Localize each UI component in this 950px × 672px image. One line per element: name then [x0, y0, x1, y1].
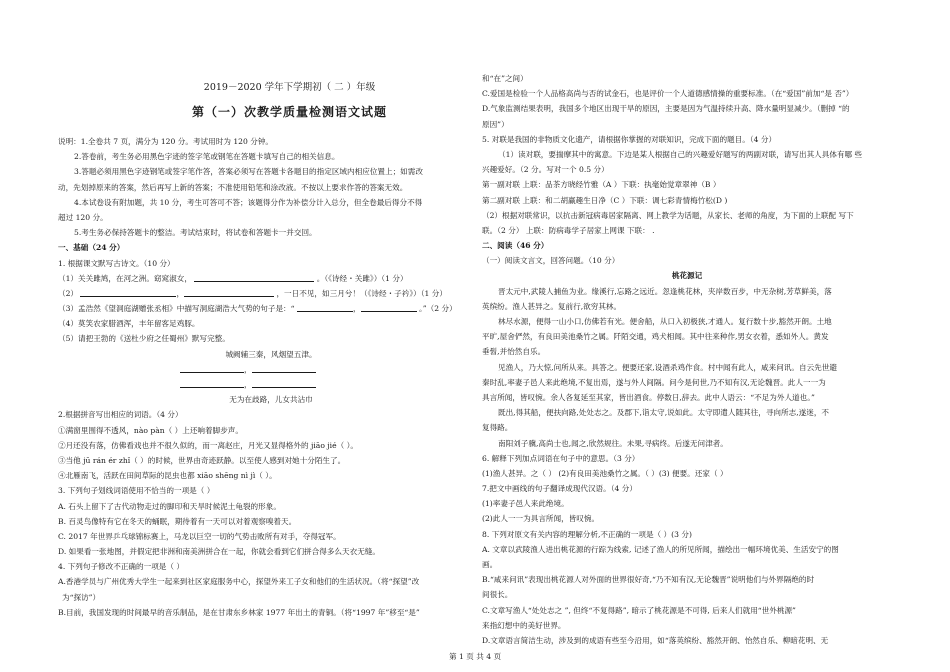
section1-heading: 一、基础（24 分）: [58, 243, 125, 253]
q5-intro: 5. 对联是我国的非物质文化遗产，请根据你掌握的对联知识，完成下面的题目。（4 分）: [482, 134, 777, 144]
passage-line: 平旷,屋舍俨然，有良田美池桑竹之属。阡陌交通，鸡犬相闻。其中往来种作,男女衣着，悉如外人。黄发: [482, 332, 829, 342]
passage-line: 垂髫,并怡然自乐。: [482, 347, 546, 357]
instruction-line: 4.本试卷设有附加题，共 10 分，考生可答可不答；该题得分作为补偿分计入总分，但全卷最后得分不得: [74, 197, 423, 207]
q1-item-4: [58, 316, 476, 331]
instructions: [58, 134, 476, 240]
q8-option: C.文章写渔人“处处志之 ”, 但终“不复得路”, 暗示了桃花源是不可得, 后来人们就用“世外桃源”: [482, 605, 796, 615]
right-column: [482, 0, 892, 650]
section2-heading: 二、阅读（46 分）: [482, 241, 549, 251]
page-number: 第 1 页 共 4 页: [448, 652, 502, 661]
left-column: [58, 0, 476, 650]
passage-line: 复得路。: [482, 423, 513, 433]
poem-line-1: 城阙辅三秦，风烟望五津。: [225, 349, 317, 359]
instruction-line: 说明：1.全卷共 7 页，满分为 120 分。考试用时为 120 分钟。: [58, 137, 274, 146]
poem-blank-row: ，: [58, 377, 476, 392]
answer-blank: [194, 272, 314, 282]
exam-title-line2: 第（一）次教学质量检测语文试题: [191, 105, 387, 119]
q4-option: B.目前，我国发现的时间最早的音乐制品，是在甘肃东乡林家 1977 年出土的青铜。（将“1997 年”移至“是”: [58, 607, 420, 617]
q8-option: B.“咸来问讯”表现出桃花源人对外面的世界很好奇,“乃不知有汉,无论魏晋”说明他们与外界隔绝的时: [482, 575, 815, 585]
q8-option: D.文章语言简洁生动，涉及到的成语有些至今沿用，如“落英缤纷、豁然开朗、怡然自乐、柳暗花明、无: [482, 635, 829, 645]
q1-item-5: （5）请把王勃的《送杜少府之任蜀州》默写完整。: [58, 334, 230, 344]
q1-item-3: （3）孟浩然《望洞庭湖赠张丞相》中描写洞庭湖浩大气势的句子是：“ ， 。”（2 分）: [58, 304, 457, 314]
instruction-line: 5.考生务必保持答题卡的整洁。考试结束时，将试卷和答题卡一并交回。: [74, 228, 317, 238]
answer-blank: [180, 363, 244, 373]
poem-blank-row: ，: [58, 362, 476, 377]
answer-blank: [180, 378, 244, 388]
answer-blank: [361, 302, 417, 312]
q3-option: B. 百灵鸟像特有它在冬天的蛹眠，期待着有一天可以对着观察嗅着天。: [58, 516, 297, 526]
q3-option: D. 如果看一张地图，并假定把非洲和南美洲拼合在一起，你就会看到它们拼合得多么天衣无缝。: [58, 547, 380, 557]
q3-intro: 3. 下列句子划线词语使用不恰当的一项是（ ）: [58, 486, 215, 496]
q1-item-2: （2） ， ，一日不见，如三月兮！（《诗经・子衿》）（1 分）: [58, 288, 447, 298]
answer-blank: [297, 302, 353, 312]
answer-blank: [252, 378, 316, 388]
q2-item: ①满窗里围得不透风，nào pàn（ ）上还响着脚步声。: [58, 425, 243, 435]
q1-item-2-label: （2）: [58, 288, 79, 298]
q1-item-1: [58, 271, 476, 286]
passage-line: 既出,得其船，便扶向路,处处志之。及郡下,诣太守,说如此。太守即遣人随其往，寻向所志,遂迷，不: [498, 408, 830, 418]
q8-intro: 8. 下列对原文有关内容的理解分析,不正确的一项是（ ）(3 分): [482, 529, 692, 539]
q1-intro: 1. 根据课文默写古诗文。（10 分）: [58, 258, 175, 268]
q5-line: （2）根据对联常识，以抗击新冠病毒居家隔离、网上教学为话题，从家长、老师的角度，为下面的上联配 写下: [482, 210, 854, 220]
q5-line: 兴趣爱好。（2 分。写对一个 0.5 分）: [482, 165, 609, 175]
q1-item-2-mid: ，一日不见，如三月兮！（《诗经・子衿》）（1 分）: [276, 288, 447, 298]
q8-option: 画。: [482, 560, 498, 569]
q3-option: C. 2017 年世界乒乓球锦标赛上，马龙以巨空一切的气势击败所有对手，夺得冠军。: [58, 531, 341, 541]
q8-option: 来指幻想中的美好世界。: [482, 620, 566, 630]
passage: [482, 284, 892, 451]
q2-item: ③当他 jū rán ér zhǐ（ ）的时候，世界由奇迹跃静。以至使人感到对她十分陌生了。: [58, 455, 346, 465]
instruction-line: 超过 120 分。: [58, 212, 108, 222]
q4-option: D.气象监测结果表明，我国多个地区出现干旱的原因，主要是因为气温持续升高、降水量明显减少。（删掉 “的: [482, 104, 850, 114]
q4-option: C.爱国是检验一个人品格高尚与否的试金石，也是评价一个人道德感情操的重要标准。（在“爱国”前加“是 否”）: [482, 89, 854, 99]
q4-cont: 原因”）: [482, 119, 509, 129]
answer-blank: [184, 287, 274, 297]
q7-intro: 7.把文中画线的句子翻译成现代汉语。（4 分）: [482, 484, 637, 494]
q1-item-3-end: 。”（2 分）: [418, 304, 457, 314]
q2-item: ②月还没有落，仿佛看戏也并不很久似的，而一离赵庄，月光又显得格外的 jiāo jié（ ）。: [58, 440, 358, 450]
poem-line-last: 无为在歧路，儿女共沾巾: [229, 395, 313, 405]
passage-line: 林尽水源，便得一山小口,仿佛若有光。便舍船，从口入初极狭,才通人。复行数十步,豁然开朗。土地: [498, 317, 832, 326]
q4-option: A.香港学员与广州优秀大学生一起来到社区家庭服务中心，探望外来工子女和他们的生活状况。（将“探望”改: [58, 577, 420, 587]
q4-cont: 和“在”之间）: [482, 74, 528, 83]
passage-line: 秦时乱,率妻子邑人来此绝境,不复出焉，遂与外人间隔。问今是何世,乃不知有汉,无论魏晋。此人一一为: [482, 377, 826, 387]
part1-heading: （一）阅读文言文，回答问题。（10 分）: [482, 256, 620, 266]
q2-intro: 2.根据拼音写出相应的词语。（4 分）: [58, 410, 183, 420]
q1-item-3-text: （3）孟浩然《望洞庭湖赠张丞相》中描写洞庭湖浩大气势的句子是：“: [58, 304, 295, 314]
instruction-line: 2.答卷前，考生务必用黑色字迹的签字笔或钢笔在答题卡填写自己的相关信息。: [74, 152, 340, 162]
couplet-2: 第二副对联 上联：和二胡赢趣生日净（C ）下联：调七彩青情梅竹松(D ): [482, 195, 728, 205]
q2-item: ④北雁南飞，活跃在田间草际的昆虫也都 xiāo shēng nì jì（ ）。: [58, 471, 277, 481]
q1-item-1-source: 。（《诗经・关雎》）（1 分）: [316, 273, 408, 283]
q4-option: 为“探访”）: [62, 592, 101, 602]
passage-line: 英缤纷。渔人甚异之。复前行,欲穷其林。: [482, 301, 622, 311]
q7-item: (1)率妻子邑人来此绝境。: [482, 499, 569, 509]
passage-line: 见渔人，乃大惊,问所从来。具答之。便要还家,设酒杀鸡作食。村中闻有此人，咸来问讯。自云先世避: [498, 362, 837, 372]
q7-item: (2)此人一一为具言所闻，皆叹惋。: [482, 514, 600, 524]
passage-title: 桃花源记: [671, 271, 703, 281]
q5-line: 联。（2 分） 上联：防病毒学子居家上网课 下联： .: [482, 225, 655, 235]
passage-line: 南阳刘子骥,高尚士也,闻之,欣然规往。未果,寻病终。后遂无问津者。: [498, 438, 728, 448]
q6-items: (1)渔人甚异。之（ ） (2)有良田美池桑竹之属。（ ）(3) 便要。还家（ ）: [482, 468, 728, 478]
exam-title-line1: 2019－2020 学年下学期初（ 二 ）年级: [203, 82, 376, 93]
q8-option: [482, 648, 892, 650]
instruction-line: 3.答题必须用黑色字迹钢笔或签字笔作答，答案必须写在答题卡各题目的指定区域内相应位置上；如需改: [74, 167, 423, 177]
q3-option: A. 石头上留下了古代动物走过的脚印和天旱时候泥土龟裂的形象。: [58, 501, 281, 511]
passage-line: 具言所闻，皆叹惋。余人各复延至其家，皆出酒食。停数日,辞去。此中人语云：“不足为外人道也。”: [482, 392, 815, 402]
q6-intro: 6. 解释下列加点词语在句子中的意思。（3 分）: [482, 453, 640, 463]
q8-option: 间很长。: [482, 590, 513, 600]
q4-intro: 4. 下列句子修改不正确的一项是（ ）: [58, 562, 184, 572]
q8-option: A. 文章以武陵渔人进出桃花源的行踪为线索, 记述了渔人的所见所闻，描绘出一幅环境优美、生活安宁的图: [482, 544, 839, 554]
answer-blank: [80, 287, 176, 297]
q5-line: （1）读对联，要揣摩其中的寓意。下边是某人根据自己的兴趣爱好题写的两副对联，请写出其人具体有哪 些: [498, 149, 863, 159]
couplet-1: 第一副对联 上联：品茶方晓经竹雅（A ）下联：执毫始觉章翠神（B ）: [482, 180, 721, 190]
answer-blank: [252, 363, 316, 373]
passage-line: 晋太元中,武陵人捕鱼为业。缘溪行,忘路之远近。忽逢桃花林，夹岸数百步，中无杂树,芳草鲜美，落: [498, 286, 832, 296]
instruction-line: 动，先划掉原来的答案，然后再写上新的答案；不准使用铅笔和涂改液。不按以上要求作答的答案无效。: [58, 182, 408, 192]
q1-item-4-text: （4）莫笑农家腊酒浑，丰年留客足鸡豚。: [58, 319, 200, 329]
q1-item-1-text: （1）关关雎鸠，在河之洲。窈窕淑女，: [58, 273, 192, 283]
